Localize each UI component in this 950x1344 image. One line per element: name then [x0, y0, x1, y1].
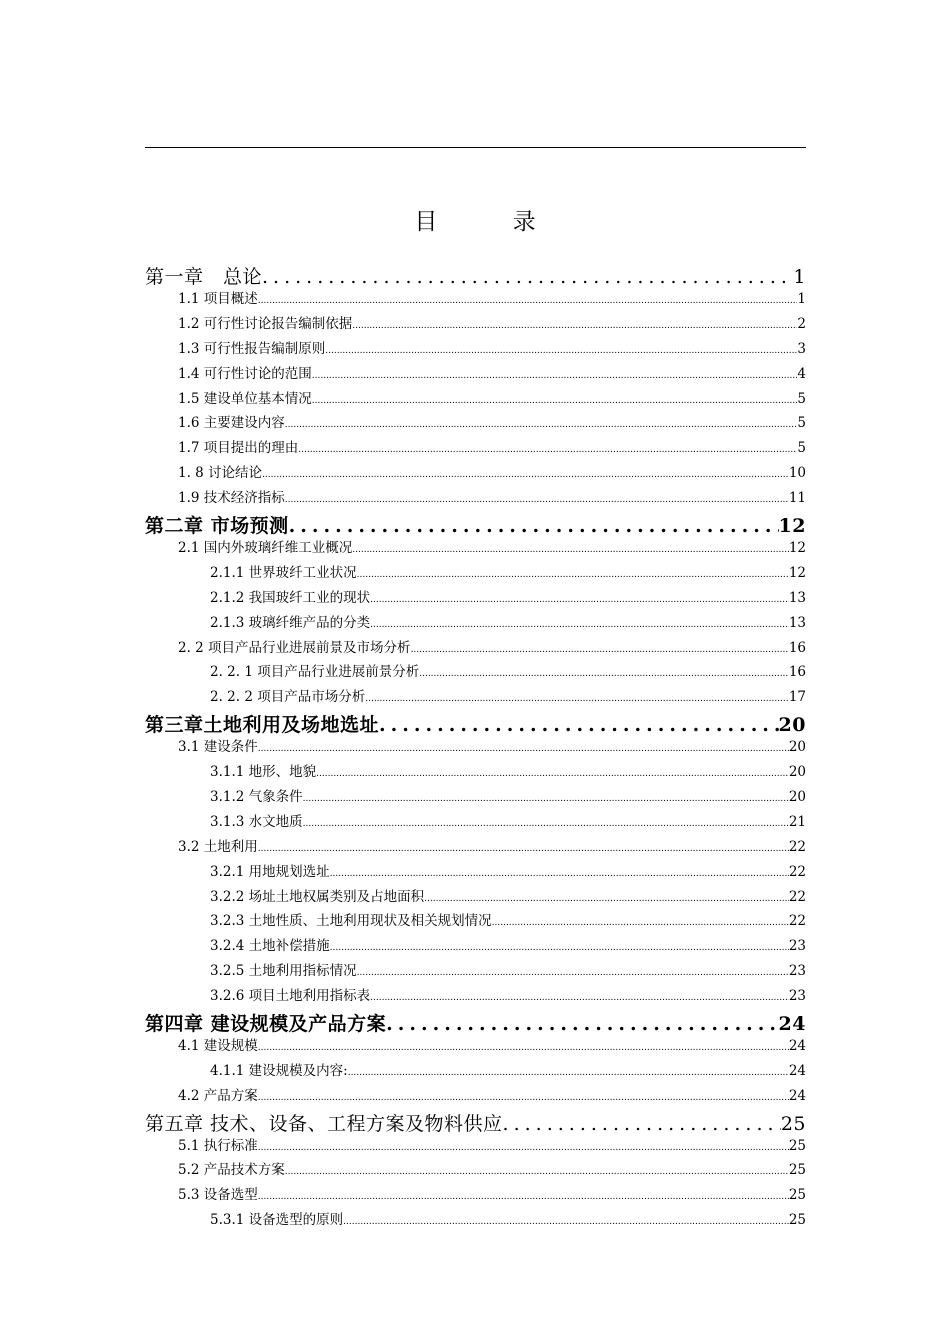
toc-page-number: 25	[788, 1137, 806, 1154]
toc-entry-title: 第二章 市场预测	[145, 515, 289, 537]
toc-section-entry[interactable]	[178, 312, 806, 334]
toc-dot-leader	[503, 1113, 781, 1135]
toc-section-entry[interactable]	[210, 909, 806, 931]
toc-page-number: 22	[788, 888, 806, 905]
toc-entry-title: 4.1.1 建设规模及内容:	[210, 1062, 348, 1079]
toc-entry-title: 1.7 项目提出的理由	[178, 440, 299, 457]
toc-section-entry[interactable]	[178, 636, 806, 658]
toc-entry-title: 5.1 执行标准	[178, 1137, 258, 1154]
toc-entry-title: 4.1 建设规模	[178, 1037, 258, 1054]
toc-page-number: 22	[788, 838, 806, 855]
toc-dot-leader	[258, 739, 789, 755]
toc-entry-title: 1.1 项目概述	[178, 290, 258, 307]
toc-dot-leader	[262, 266, 793, 288]
toc-entry-title: 2.1.2 我国玻纤工业的现状	[210, 589, 371, 606]
toc-chapter-entry[interactable]	[145, 710, 806, 736]
toc-page-number: 10	[788, 465, 806, 482]
toc-entry-title: 2.1.1 世界玻纤工业状况	[210, 564, 357, 581]
toc-dot-leader	[258, 1038, 789, 1054]
toc-page-number: 17	[788, 689, 806, 706]
toc-entry-title: 1.2 可行性讨论报告编制依据	[178, 315, 353, 332]
toc-section-entry[interactable]	[178, 1134, 806, 1156]
toc-page-number: 23	[788, 988, 806, 1005]
toc-entry-title: 3.2.4 土地补偿措施	[210, 938, 330, 955]
toc-page-number: 1	[797, 290, 806, 307]
toc-entry-title: 3.2.3 土地性质、土地利用现状及相关规划情况	[210, 913, 492, 930]
toc-section-entry[interactable]	[210, 885, 806, 907]
toc-dot-leader	[312, 391, 798, 407]
toc-section-entry[interactable]	[210, 1059, 806, 1081]
toc-section-entry[interactable]	[178, 1158, 806, 1180]
toc-section-entry[interactable]	[210, 611, 806, 633]
toc-entry-title: 2.1 国内外玻璃纤维工业概况	[178, 539, 353, 556]
toc-entry-title: 2.1.3 玻璃纤维产品的分类	[210, 614, 371, 631]
toc-entry-title: 3.1.2 气象条件	[210, 788, 303, 805]
toc-entry-title: 第三章土地利用及场地选址	[145, 714, 380, 737]
toc-page-number: 1	[793, 266, 806, 288]
toc-section-entry[interactable]	[178, 461, 806, 483]
toc-dot-leader	[330, 938, 789, 954]
toc-section-entry[interactable]	[210, 860, 806, 882]
toc-dot-leader	[370, 590, 789, 606]
toc-dot-leader	[303, 814, 789, 830]
toc-dot-leader	[285, 490, 789, 506]
toc-dot-leader	[352, 540, 789, 556]
toc-entry-title: 1. 8 讨论结论	[178, 465, 263, 482]
toc-page-number: 20	[778, 714, 806, 737]
toc-page-number: 24	[788, 1062, 806, 1079]
toc-chapter-entry[interactable]	[145, 262, 806, 288]
toc-page-number: 5	[797, 390, 806, 407]
toc-entry-title: 4.2 产品方案	[178, 1087, 258, 1104]
toc-entry-title: 1.3 可行性报告编制原则	[178, 340, 326, 357]
toc-page-number: 5	[797, 415, 806, 432]
toc-section-entry[interactable]	[210, 785, 806, 807]
toc-entry-title: 3.2.5 土地利用指标情况	[210, 963, 357, 980]
toc-dot-leader	[352, 316, 797, 332]
toc-dot-leader	[258, 1088, 789, 1104]
toc-page-number: 12	[788, 539, 806, 556]
toc-section-entry[interactable]	[210, 810, 806, 832]
toc-page-number: 2	[797, 315, 806, 332]
toc-dot-leader	[285, 415, 798, 431]
toc-page-number: 20	[788, 739, 806, 756]
toc-dot-leader	[325, 341, 797, 357]
toc-entry-title: 1.6 主要建设内容	[178, 415, 285, 432]
toc-dot-leader	[492, 913, 789, 929]
toc-dot-leader	[303, 789, 789, 805]
toc-dot-leader	[411, 640, 789, 656]
toc-dot-leader	[262, 465, 789, 481]
toc-page-number: 21	[788, 813, 806, 830]
toc-entry-title: 3.2.6 项目土地利用指标表	[210, 988, 371, 1005]
toc-section-entry[interactable]	[178, 835, 806, 857]
toc-dot-leader	[386, 1013, 778, 1035]
toc-section-entry[interactable]	[178, 1034, 806, 1056]
toc-section-entry[interactable]	[178, 337, 806, 359]
toc-entry-title: 第五章 技术、设备、工程方案及物料供应	[145, 1112, 503, 1135]
toc-dot-leader	[330, 864, 789, 880]
toc-dot-leader	[343, 1212, 789, 1228]
toc-section-entry[interactable]	[210, 586, 806, 608]
toc-page-number: 13	[788, 589, 806, 606]
toc-dot-leader	[357, 565, 789, 581]
toc-entry-title: 1.5 建设单位基本情况	[178, 390, 312, 407]
toc-dot-leader	[258, 291, 798, 307]
toc-page-number: 23	[788, 963, 806, 980]
toc-entry-title: 2. 2. 2 项目产品市场分析	[210, 689, 366, 706]
toc-section-entry[interactable]	[178, 436, 806, 458]
toc-section-entry[interactable]	[210, 1208, 806, 1230]
toc-page-number: 25	[788, 1212, 806, 1229]
toc-entry-title: 3.2.1 用地规划选址	[210, 863, 330, 880]
toc-section-entry[interactable]	[210, 561, 806, 583]
toc-entry-title: 1.9 技术经济指标	[178, 490, 285, 507]
toc-section-entry[interactable]	[178, 536, 806, 558]
toc-page-number: 24	[788, 1037, 806, 1054]
toc-page-number: 22	[788, 863, 806, 880]
toc-chapter-entry[interactable]	[145, 1109, 806, 1135]
toc-page-number: 24	[788, 1087, 806, 1104]
toc-page-number: 20	[788, 788, 806, 805]
toc-page-number: 12	[778, 515, 806, 537]
toc-dot-leader	[258, 1138, 789, 1154]
toc-section-entry[interactable]	[178, 411, 806, 433]
toc-page-number: 20	[788, 764, 806, 780]
toc-page-number: 5	[797, 440, 806, 457]
toc-dot-leader	[289, 515, 779, 537]
toc-title: 目 录	[414, 209, 570, 235]
toc-page-number: 3	[797, 340, 806, 357]
toc-dot-leader	[298, 440, 797, 456]
toc-page-number: 25	[788, 1187, 806, 1204]
toc-entry-title: 5.3.1 设备选型的原则	[210, 1212, 344, 1229]
toc-dot-leader	[312, 366, 798, 382]
toc-dot-leader	[370, 615, 789, 631]
toc-entry-title: 第四章 建设规模及产品方案	[145, 1013, 387, 1035]
toc-section-entry[interactable]	[178, 287, 806, 309]
toc-section-entry[interactable]	[178, 1084, 806, 1106]
toc-page-number: 16	[788, 664, 806, 681]
toc-dot-leader	[258, 1187, 789, 1203]
toc-section-entry[interactable]	[210, 934, 806, 956]
toc-section-entry[interactable]	[178, 387, 806, 409]
header-rule	[145, 147, 806, 148]
toc-page-number: 25	[780, 1112, 806, 1135]
toc-entry-title: 第一章 总论	[145, 266, 263, 288]
toc-page-number: 12	[788, 564, 806, 581]
toc-dot-leader	[357, 963, 789, 979]
toc-page-number: 24	[778, 1013, 806, 1035]
toc-section-entry[interactable]	[210, 760, 806, 782]
toc-dot-leader	[379, 714, 779, 736]
toc-page-number: 25	[788, 1162, 806, 1179]
toc-entry-title: 5.3 设备选型	[178, 1187, 258, 1204]
toc-chapter-entry[interactable]	[145, 1009, 806, 1035]
toc-dot-leader	[365, 689, 789, 705]
toc-dot-leader	[285, 1162, 789, 1178]
toc-chapter-entry[interactable]	[145, 511, 806, 537]
toc-section-entry[interactable]	[178, 735, 806, 757]
toc-entry-title: 3.2 土地利用	[178, 838, 258, 855]
toc-page-number: 16	[788, 639, 806, 656]
toc-page-number: 13	[788, 614, 806, 631]
toc-entry-title: 2. 2. 1 项目产品行业进展前景分析	[210, 664, 420, 681]
toc-entry-title: 3.2.2 场址土地权属类别及占地面积	[210, 888, 425, 905]
toc-entry-title: 3.1 建设条件	[178, 739, 258, 756]
toc-page-number: 22	[788, 913, 806, 930]
toc-section-entry[interactable]	[210, 685, 806, 707]
toc-section-entry[interactable]	[178, 1183, 806, 1205]
toc-dot-leader	[370, 988, 789, 1004]
toc-entry-title: 2. 2 项目产品行业进展前景及市场分析	[178, 639, 411, 656]
toc-dot-leader	[348, 1063, 789, 1079]
toc-section-entry[interactable]	[210, 660, 806, 682]
toc-dot-leader	[258, 839, 789, 855]
toc-entry-title: 3.1.3 水文地质	[210, 813, 303, 830]
toc-entry-title: 5.2 产品技术方案	[178, 1162, 285, 1179]
toc-section-entry[interactable]	[210, 959, 806, 981]
toc-section-entry[interactable]	[178, 362, 806, 384]
toc-dot-leader	[419, 664, 789, 680]
toc-entry-title: 3.1.1 地形、地貌	[210, 764, 317, 780]
toc-page-number: 11	[788, 490, 806, 507]
toc-page-number: 4	[797, 365, 806, 382]
toc-section-entry[interactable]	[210, 984, 806, 1006]
toc-dot-leader	[316, 764, 789, 780]
toc-section-entry[interactable]	[178, 486, 806, 508]
toc-dot-leader	[424, 889, 789, 905]
toc-page-number: 23	[788, 938, 806, 955]
toc-entry-title: 1.4 可行性讨论的范围	[178, 365, 312, 382]
